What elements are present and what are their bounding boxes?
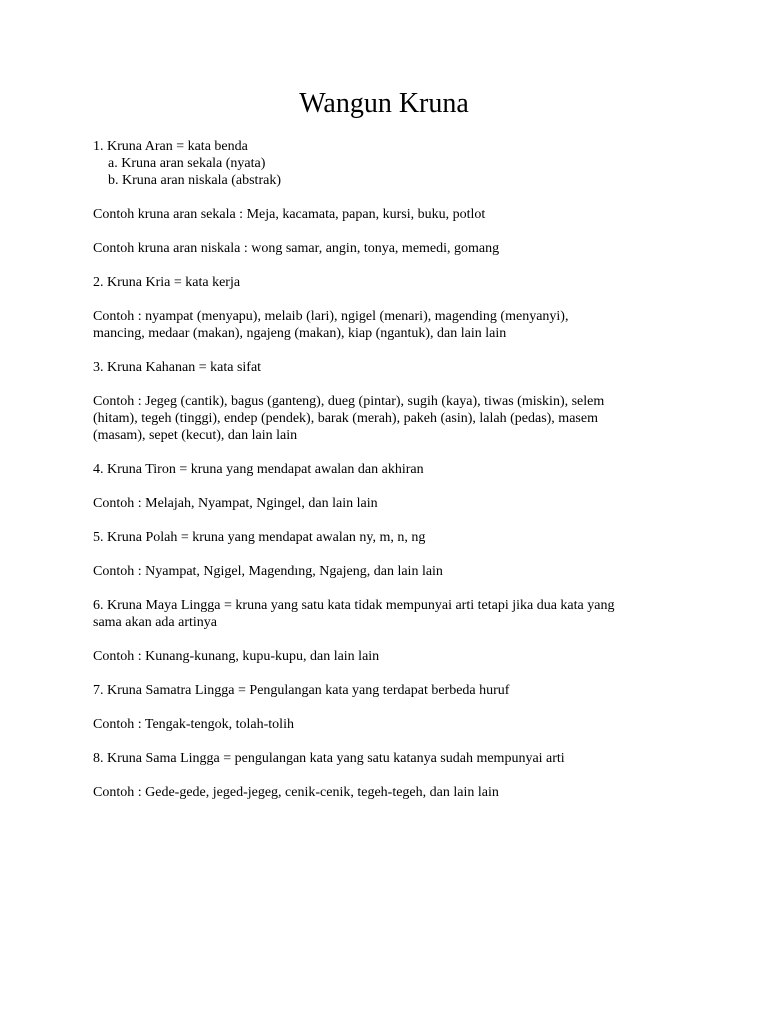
spacer bbox=[93, 631, 683, 648]
section-6-heading-line-1: 6. Kruna Maya Lingga = kruna yang satu kata tidak mempunyai arti tetapi jika dua kata yang bbox=[93, 598, 615, 613]
spacer bbox=[93, 376, 683, 393]
section-5-heading: 5. Kruna Polah = kruna yang mendapat awalan ny, m, n, ng bbox=[93, 530, 426, 545]
section-1-example-sekala: Contoh kruna aran sekala : Meja, kacamata, papan, kursi, buku, potlot bbox=[93, 207, 486, 222]
document-body bbox=[93, 138, 683, 801]
section-4-heading: 4. Kruna Tiron = kruna yang mendapat awalan dan akhiran bbox=[93, 462, 424, 477]
section-2-example-line-1: Contoh : nyampat (menyapu), melaib (lari), ngigel (menari), magending (menyanyi), bbox=[93, 309, 569, 324]
spacer bbox=[93, 189, 683, 206]
section-7-heading: 7. Kruna Samatra Lingga = Pengulangan kata yang terdapat berbeda huruf bbox=[93, 683, 510, 698]
section-5-example: Contoh : Nyampat, Ngigel, Magendıng, Ngajeng, dan lain lain bbox=[93, 564, 443, 579]
spacer bbox=[93, 733, 683, 750]
spacer bbox=[93, 444, 683, 461]
section-6-heading-line-2: sama akan ada artinya bbox=[93, 615, 217, 630]
section-8-heading: 8. Kruna Sama Lingga = pengulangan kata yang satu katanya sudah mempunyai arti bbox=[93, 751, 565, 766]
section-3-example-line-2: (hitam), tegeh (tinggi), endep (pendek), barak (merah), pakeh (asin), lalah (pedas), masem bbox=[93, 411, 598, 426]
spacer bbox=[93, 767, 683, 784]
section-8-example: Contoh : Gede-gede, jeged-jegeg, cenik-cenik, tegeh-tegeh, dan lain lain bbox=[93, 785, 499, 800]
section-3-example-line-1: Contoh : Jegeg (cantik), bagus (ganteng), dueg (pintar), sugih (kaya), tiwas (miskin), selem bbox=[93, 394, 605, 409]
spacer bbox=[93, 512, 683, 529]
section-3-example-line-3: (masam), sepet (kecut), dan lain lain bbox=[93, 428, 298, 443]
section-7-example: Contoh : Tengak-tengok, tolah-tolih bbox=[93, 717, 294, 732]
document-title: Wangun Kruna bbox=[299, 88, 469, 119]
section-1-sub-b: b. Kruna aran niskala (abstrak) bbox=[108, 173, 281, 188]
section-3-heading: 3. Kruna Kahanan = kata sifat bbox=[93, 360, 262, 375]
section-1-sub-a: a. Kruna aran sekala (nyata) bbox=[108, 156, 266, 171]
section-2-example-line-2: mancing, medaar (makan), ngajeng (makan), kiap (ngantuk), dan lain lain bbox=[93, 326, 507, 341]
spacer bbox=[93, 478, 683, 495]
spacer bbox=[93, 257, 683, 274]
spacer bbox=[93, 342, 683, 359]
spacer bbox=[93, 223, 683, 240]
spacer bbox=[93, 580, 683, 597]
section-4-example: Contoh : Melajah, Nyampat, Ngingel, dan lain lain bbox=[93, 496, 378, 511]
spacer bbox=[93, 291, 683, 308]
section-1-example-niskala: Contoh kruna aran niskala : wong samar, angin, tonya, memedi, gomang bbox=[93, 241, 500, 256]
spacer bbox=[93, 546, 683, 563]
section-6-example: Contoh : Kunang-kunang, kupu-kupu, dan lain lain bbox=[93, 649, 380, 664]
section-1-heading: 1. Kruna Aran = kata benda bbox=[93, 139, 248, 154]
spacer bbox=[93, 699, 683, 716]
section-2-heading: 2. Kruna Kria = kata kerja bbox=[93, 275, 241, 290]
spacer bbox=[93, 665, 683, 682]
